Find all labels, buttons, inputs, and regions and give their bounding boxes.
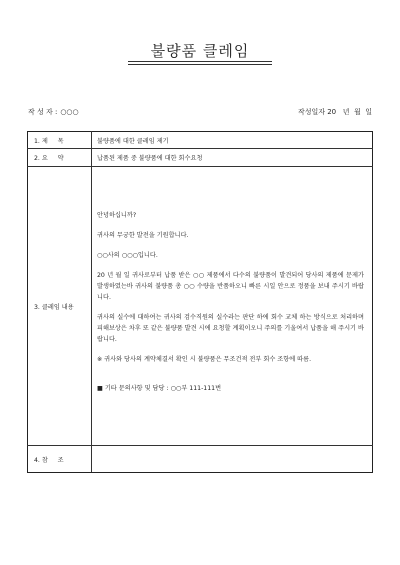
claim-content-label: 3. 클레임 내용 xyxy=(28,167,92,446)
reference-label: 4. 참 조 xyxy=(28,446,92,473)
title-underline-double xyxy=(128,64,272,65)
writer-line xyxy=(28,107,79,117)
greeting: 안녕하십니까? xyxy=(97,211,137,219)
title-underline xyxy=(128,61,272,62)
wish-line: 귀사의 무궁한 발전을 기원합니다. xyxy=(97,231,189,239)
row-claim-content xyxy=(28,167,373,446)
claim-content-body xyxy=(92,167,373,446)
subject-label: 1. 제 목 xyxy=(28,132,92,149)
handling-paragraph: 귀사의 실수에 대하여는 귀사의 검수직원의 실수라는 판단 하에 회수 교체 하는 방식으로 처리하며 피해보상은 차후 또 같은 불량품 발견 시에 요청할 계획이오니 주의를 기울여서 납품을 해 주시기 바랍니다. xyxy=(97,313,364,343)
claim-paragraph: 20 년 월 일 귀사로부터 납품 받은 ○○ 제품에서 다수의 불량품이 발견되어 당사의 제품에 문제가 발생하였는바 귀사의 불량품 총 ○○ 수량을 반품하오니 빠른 시일 안으로 정품을 보내 주시기 바랍니다. xyxy=(97,271,364,301)
write-date: 작성일자 20 년 월 일 xyxy=(297,108,372,116)
contact-note: ■ 기타 문의사항 및 담당 : ○○부 111-111번 xyxy=(97,384,222,392)
reference-value xyxy=(92,446,373,473)
summary-label: 2. 요 약 xyxy=(28,149,92,167)
row-reference xyxy=(28,446,373,473)
row-subject xyxy=(28,132,373,149)
writer-name: ○○○ xyxy=(60,108,79,116)
claim-form-table xyxy=(27,131,373,473)
sender-intro: ○○사의 ○○○입니다. xyxy=(97,251,158,259)
writer-label: 작 성 자 : xyxy=(28,108,58,116)
summary-value: 납품된 제품 중 불량품에 대한 회수요청 xyxy=(92,149,373,167)
document-title: 불량품 클레임 xyxy=(150,42,250,60)
subject-value: 불량품에 대한 클레임 제기 xyxy=(92,132,373,149)
row-summary xyxy=(28,149,373,167)
contract-note: ※ 귀사와 당사의 계약체결서 확인 시 불량품은 무조건적 전부 회수 조항에 따름. xyxy=(97,355,312,363)
